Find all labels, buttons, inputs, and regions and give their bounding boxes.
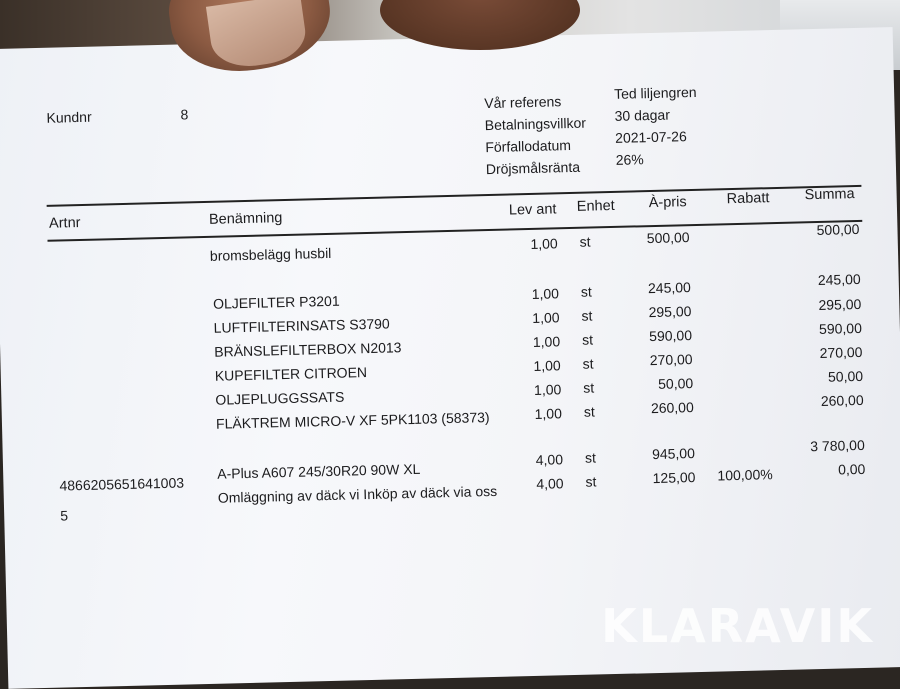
row-name: A-Plus A607 245/30R20 90W XL	[217, 460, 421, 482]
row-name: FLÄKTREM MICRO-V XF 5PK1103 (58373)	[215, 409, 490, 432]
row-qty: 4,00	[535, 451, 564, 468]
kundnr-value: 8	[180, 106, 189, 123]
row-sum: 270,00	[819, 343, 863, 361]
row-qty: 1,00	[532, 309, 560, 326]
row-price: 50,00	[657, 375, 694, 392]
row-sum: 245,00	[817, 270, 861, 288]
row-sum: 590,00	[818, 319, 863, 337]
row-name: Omläggning av däck vi Inköp av däck via oss	[217, 482, 498, 506]
row-price: 945,00	[651, 445, 696, 463]
col-apris: À-pris	[648, 194, 687, 212]
row-unit: st	[579, 233, 591, 250]
row-unit: st	[581, 331, 594, 348]
row-sum: 0,00	[837, 460, 866, 478]
row-qty: 4,00	[536, 475, 564, 492]
row-price: 125,00	[652, 469, 696, 487]
ref-label: Vår referens	[484, 93, 562, 112]
row-unit: st	[582, 355, 594, 372]
col-artnr: Artnr	[48, 214, 81, 232]
row-name: LUFTFILTERINSATS S3790	[213, 315, 390, 336]
row-sum: 260,00	[820, 391, 864, 409]
row-price: 270,00	[649, 351, 693, 369]
row-sum: 500,00	[816, 220, 860, 239]
row-name: KUPEFILTER CITROEN	[214, 364, 368, 384]
row-unit: st	[581, 307, 593, 324]
row-unit: st	[583, 403, 595, 420]
invoice-paper	[0, 27, 900, 689]
kundnr-label: Kundnr	[46, 108, 92, 126]
ref-value: Ted liljengren	[613, 83, 697, 102]
interest-value: 26%	[615, 151, 644, 168]
row-unit: st	[583, 379, 595, 396]
row-name: bromsbelägg husbil	[209, 244, 332, 264]
row-price: 500,00	[646, 229, 690, 247]
terms-label: Betalningsvillkor	[484, 114, 587, 134]
row-sum: 3 780,00	[810, 436, 865, 455]
row-price: 245,00	[647, 279, 692, 297]
col-enhet: Enhet	[576, 197, 615, 215]
row-price: 590,00	[648, 327, 693, 345]
row-unit: st	[585, 473, 597, 490]
watermark-logo: KLARAVIK	[601, 599, 874, 653]
row-artnr: 5	[60, 507, 69, 524]
row-qty: 1,00	[533, 381, 562, 398]
header-rule-bottom	[47, 220, 862, 241]
row-qty: 1,00	[530, 235, 558, 253]
row-unit: st	[584, 449, 597, 466]
col-levant: Lev ant	[508, 201, 557, 219]
row-qty: 1,00	[532, 333, 561, 350]
row-name: BRÄNSLEFILTERBOX N2013	[214, 339, 402, 360]
row-sum: 50,00	[827, 367, 864, 385]
due-label: Förfallodatum	[485, 136, 572, 156]
row-price: 295,00	[648, 303, 692, 321]
col-summa: Summa	[804, 186, 855, 204]
row-unit: st	[580, 283, 592, 300]
row-name: OLJEPLUGGSSATS	[215, 388, 345, 408]
row-artnr: 4866205651641003	[59, 474, 185, 494]
terms-value: 30 dagar	[614, 106, 671, 124]
due-value: 2021-07-26	[614, 128, 687, 146]
col-rabatt: Rabatt	[726, 190, 770, 208]
row-discount: 100,00%	[717, 466, 773, 484]
row-name: OLJEFILTER P3201	[212, 292, 340, 312]
row-sum: 295,00	[818, 295, 862, 313]
row-price: 260,00	[650, 399, 694, 417]
row-qty: 1,00	[533, 357, 561, 374]
row-qty: 1,00	[531, 285, 560, 302]
row-qty: 1,00	[534, 405, 563, 422]
interest-label: Dröjsmålsränta	[485, 158, 581, 178]
col-benamning: Benämning	[208, 210, 283, 228]
